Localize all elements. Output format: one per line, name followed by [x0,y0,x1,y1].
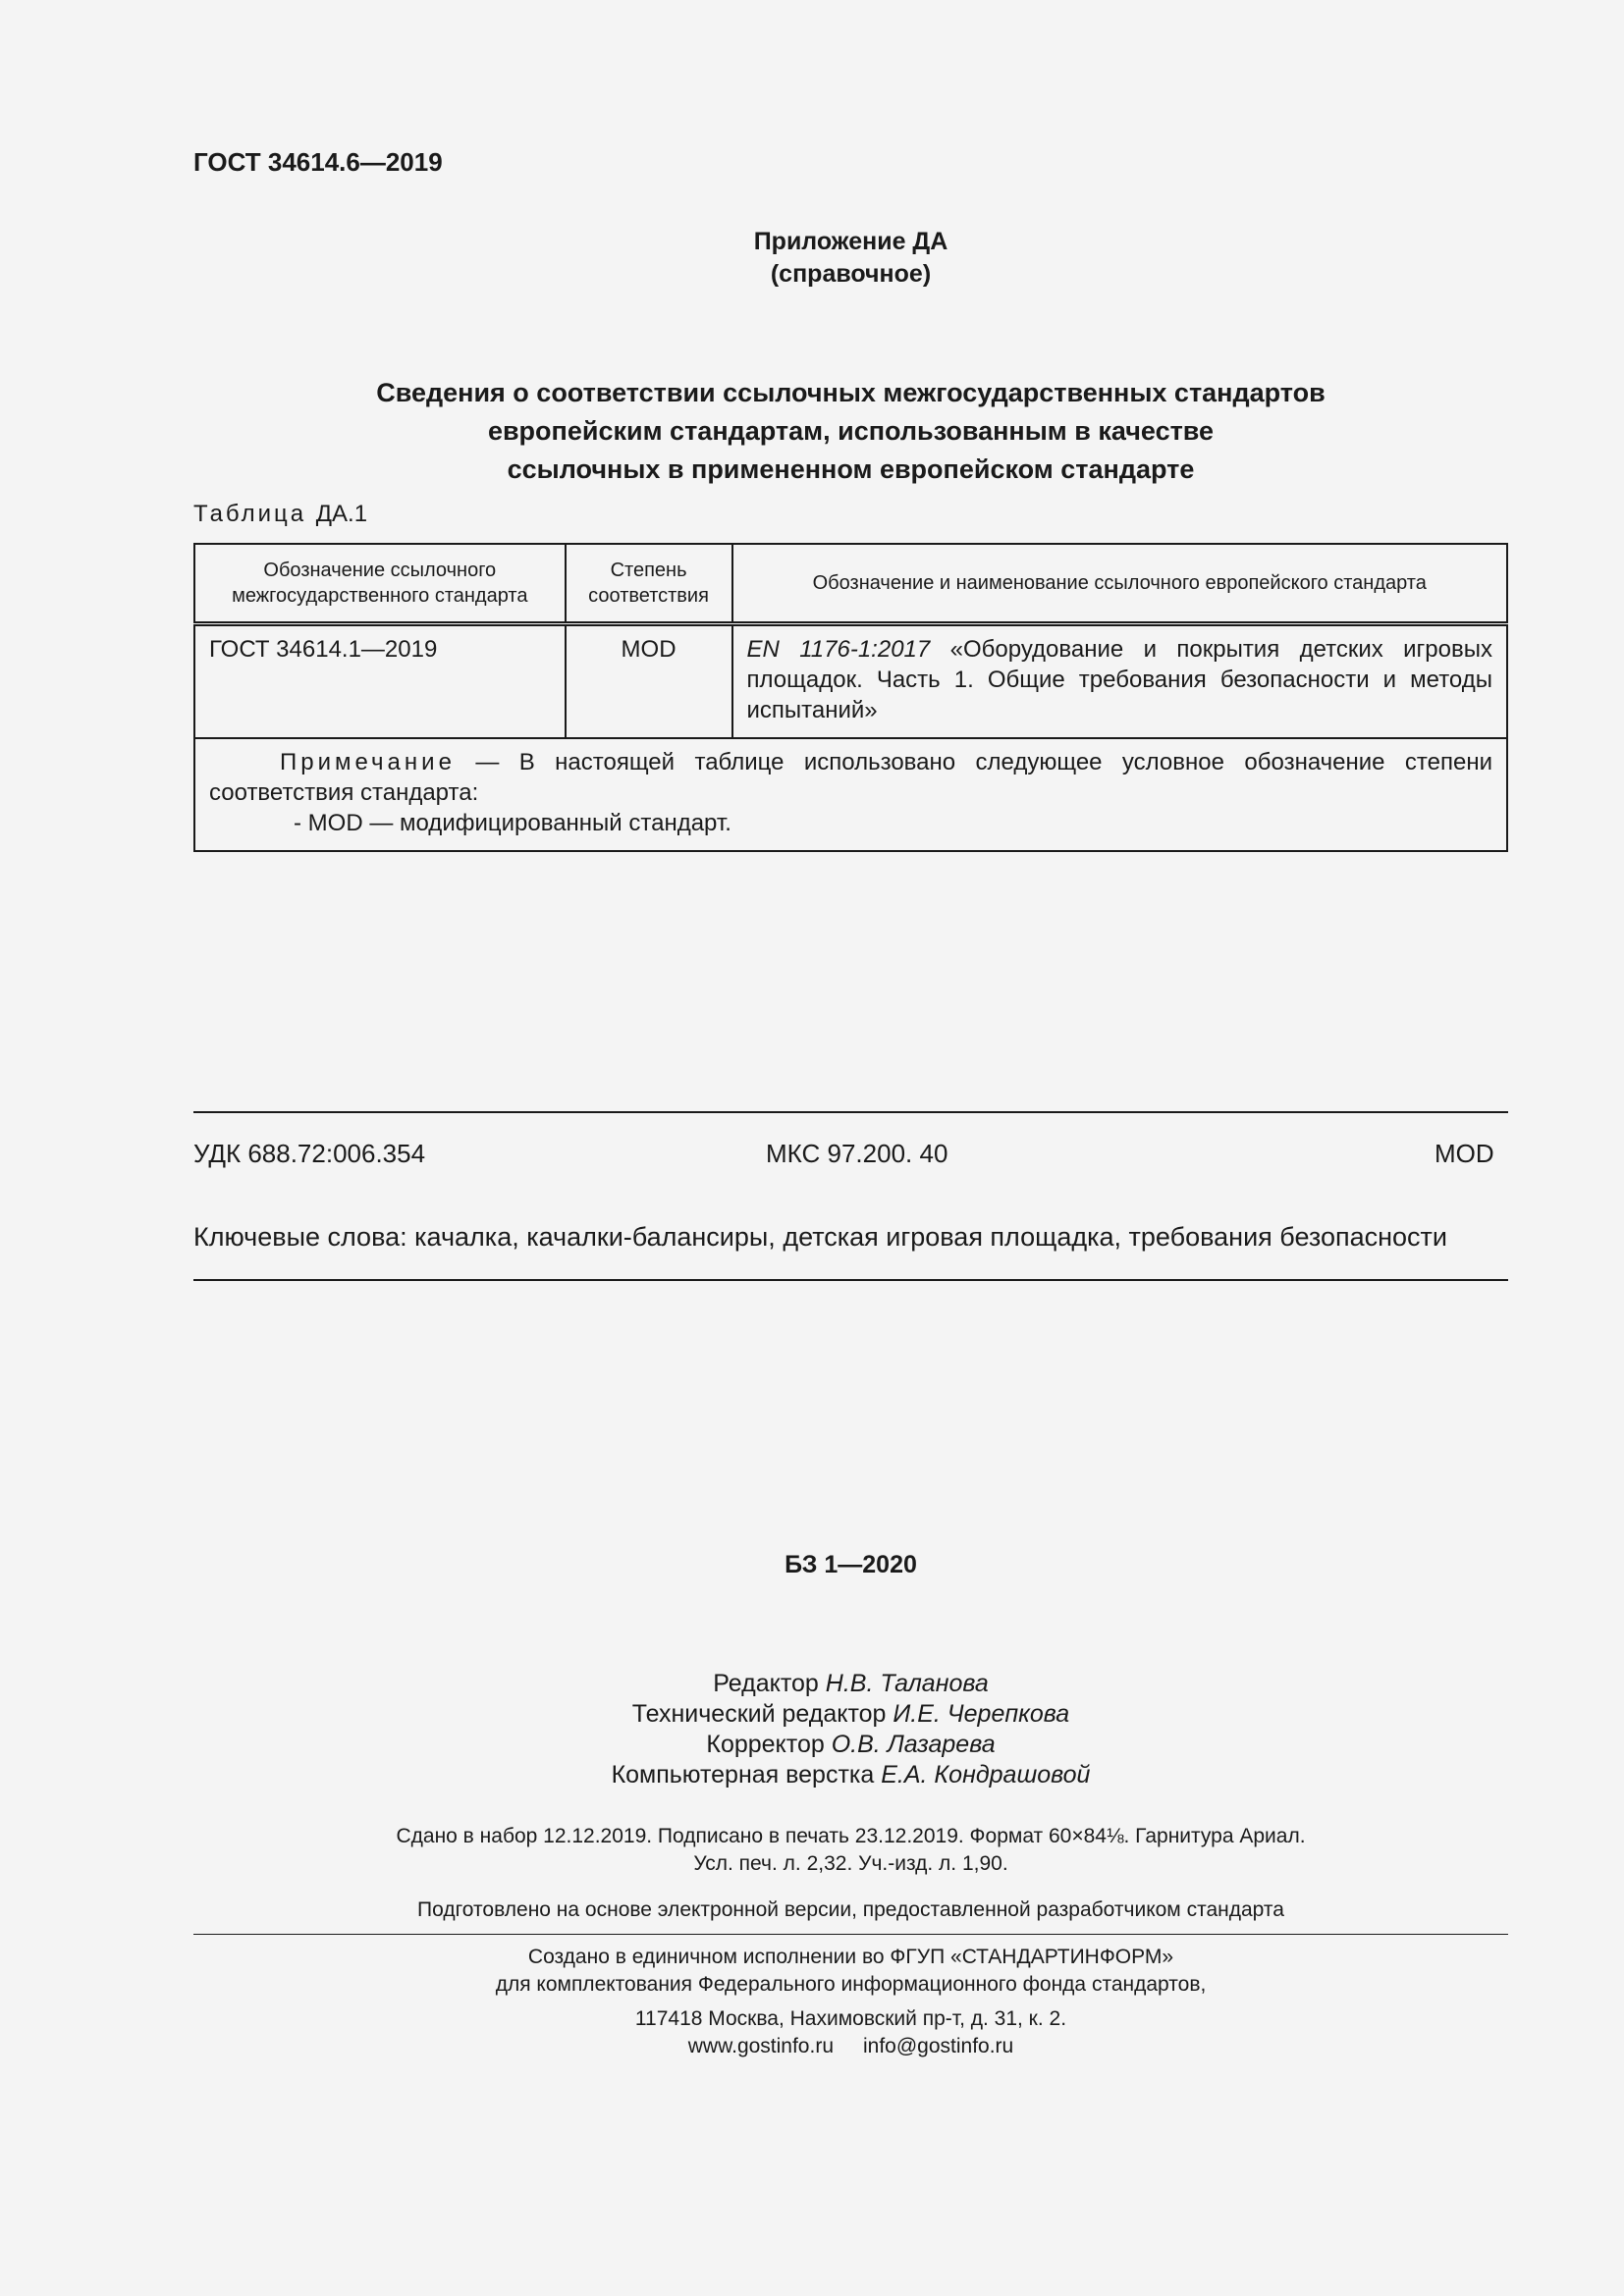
keywords: Ключевые слова: качалка, качалки-балансиры, детская игровая площадка, требования безопасности [193,1222,1447,1252]
print-info-line: Усл. печ. л. 2,32. Уч.-изд. л. 1,90. [693,1852,1008,1875]
column-header: Обозначение и наименование ссылочного европейского стандарта [732,544,1507,624]
euro-standard-cell [732,624,1507,739]
conformity-code: MOD [1435,1139,1494,1168]
staff-list [0,1669,1624,1790]
staff-role: Корректор [706,1731,832,1758]
staff-line [0,1730,1624,1760]
section-title-line: европейским стандартам, использованным в качестве [487,416,1215,446]
print-info-line: Сдано в набор 12.12.2019. Подписано в печать 23.12.2019. Формат 60×84⅛. Гарнитура Ариал. [396,1825,1306,1847]
table-header-row [194,544,1507,624]
mks-code: МКС 97.200. 40 [766,1139,948,1168]
divider [193,1279,1508,1281]
column-header: Обозначение ссылочного межгосударственного стандарта [194,544,566,624]
website-link[interactable]: www.gostinfo.ru [687,2035,834,2057]
print-info [0,1823,1624,1878]
table-caption-number: ДА.1 [315,501,368,527]
staff-name: О.В. Лазарева [831,1731,996,1758]
note-body: — В настоящей таблице использовано следующее условное обозначение степени соответствия стандарта: [209,749,1492,806]
table-caption-word: Таблица [193,501,307,527]
staff-line [0,1669,1624,1699]
address-line: 117418 Москва, Нахимовский пр-т, д. 31, к. 2. [634,2007,1067,2030]
staff-line [0,1760,1624,1790]
note-label: Примечание [280,749,456,775]
publisher-address [0,2005,1624,2060]
udk-code: УДК 688.72:006.354 [193,1139,426,1168]
created-line: Создано в единичном исполнении во ФГУП «СТАНДАРТИНФОРМ» [527,1946,1174,1968]
table-row [194,624,1507,739]
note-list-item: - MOD — модифицированный стандарт. [294,810,731,836]
table-note [194,738,1507,851]
degree-cell: MOD [566,624,732,739]
section-title-line: Сведения о соответствии ссылочных межгосударственных стандартов [376,378,1326,407]
contact-line [0,2033,1624,2060]
column-header: Степень соответствия [566,544,732,624]
staff-role: Компьютерная верстка [611,1761,882,1789]
staff-line [0,1699,1624,1730]
section-title-line: ссылочных в примененном европейском стандарте [507,454,1195,484]
table-note-row [194,738,1507,851]
created-line: для комплектования Федерального информационного фонда стандартов, [495,1973,1207,1996]
euro-standard-title: «Оборудование и покрытия детских игровых площадок. Часть 1. Общие требования безопасности и методы испытаний» [746,636,1493,723]
staff-name: И.Е. Черепкова [893,1700,1070,1728]
note-text [209,747,1492,808]
annex-heading [0,226,1624,291]
bz-code: БЗ 1—2020 [785,1551,917,1578]
divider [193,1934,1508,1935]
euro-standard-code: EN 1176-1:2017 [746,636,931,663]
prepared-note: Подготовлено на основе электронной версии, предоставленной разработчиком стандарта [417,1898,1284,1921]
created-note [0,1944,1624,1999]
annex-title: Приложение ДА [753,228,948,255]
section-title [0,374,1624,489]
annex-subtitle: (справочное) [770,260,932,288]
divider [193,1111,1508,1113]
staff-role: Редактор [713,1670,826,1697]
staff-name: Е.А. Кондрашовой [881,1761,1091,1789]
email-link[interactable]: info@gostinfo.ru [863,2035,1014,2057]
staff-role: Технический редактор [631,1700,893,1728]
standard-cell: ГОСТ 34614.1—2019 [194,624,566,739]
staff-name: Н.В. Таланова [825,1670,989,1697]
reference-table [193,543,1508,852]
table-caption [193,501,367,528]
document-code: ГОСТ 34614.6—2019 [193,147,443,177]
